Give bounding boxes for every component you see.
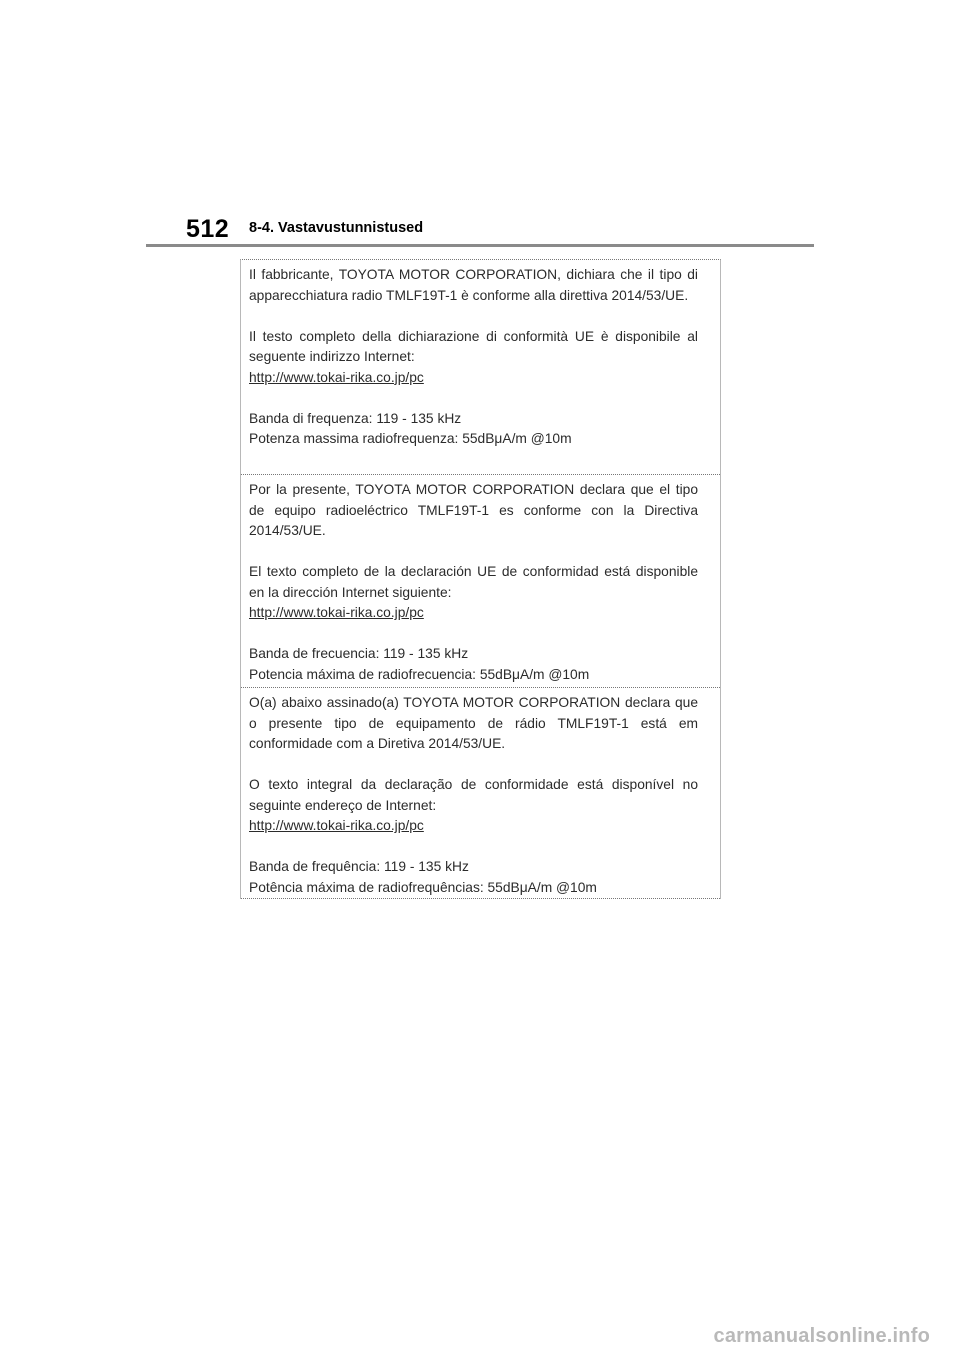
availability-text: El texto completo de la declaración UE de conformidad está disponible en la dirección Internet siguiente: bbox=[249, 564, 698, 600]
max-power-text: Potencia máxima de radiofrecuencia: 55dBμA/m @10m bbox=[249, 666, 590, 682]
section-title: 8-4. Vastavustunnistused bbox=[249, 220, 424, 236]
frequency-band-text: Banda de frequência: 119 - 135 kHz bbox=[249, 859, 469, 874]
declaration-text: O(a) abaixo assinado(a) TOYOTA MOTOR CORPORATION declara que o presente tipo de equipamento de rádio TMLF19T-1 está em conformidade com a Diretiva 2014/53/UE. bbox=[249, 695, 698, 751]
page-header bbox=[146, 212, 814, 246]
frequency-band-text: Banda di frequenza: 119 - 135 kHz bbox=[249, 410, 462, 426]
declaration-section-italian bbox=[241, 260, 720, 475]
declaration-text: Il fabbricante, TOYOTA MOTOR CORPORATION, dichiara che il tipo di apparecchiatura radio TMLF19T-1 è conforme alla direttiva 2014/53/UE. bbox=[249, 267, 698, 303]
max-power-text: Potência máxima de radiofrequências: 55dBμA/m @10m bbox=[249, 879, 597, 895]
max-power-text: Potenza massima radiofrequenza: 55dBμA/m @10m bbox=[249, 431, 572, 446]
declaration-link[interactable]: http://www.tokai-rika.co.jp/pc bbox=[249, 818, 424, 833]
declaration-link[interactable]: http://www.tokai-rika.co.jp/pc bbox=[249, 605, 424, 620]
declaration-section-spanish bbox=[241, 475, 720, 688]
availability-text: Il testo completo della dichiarazione di conformità UE è disponibile al seguente indirizzo Internet: bbox=[249, 328, 698, 364]
page-number: 512 bbox=[186, 215, 230, 243]
declaration-text: Por la presente, TOYOTA MOTOR CORPORATION declara que el tipo de equipo radioeléctrico TMLF19T-1 es conforme con la Directiva 2014/53/UE. bbox=[249, 482, 698, 538]
declaration-section-portuguese bbox=[241, 688, 720, 899]
watermark: carmanualsonline.info bbox=[713, 1325, 930, 1347]
declaration-box bbox=[240, 259, 721, 899]
frequency-band-text: Banda de frecuencia: 119 - 135 kHz bbox=[249, 646, 469, 661]
declaration-link[interactable]: http://www.tokai-rika.co.jp/pc bbox=[249, 369, 424, 385]
header-divider bbox=[146, 244, 814, 247]
availability-text: O texto integral da declaração de conformidade está disponível no seguinte endereço de Internet: bbox=[249, 777, 698, 813]
